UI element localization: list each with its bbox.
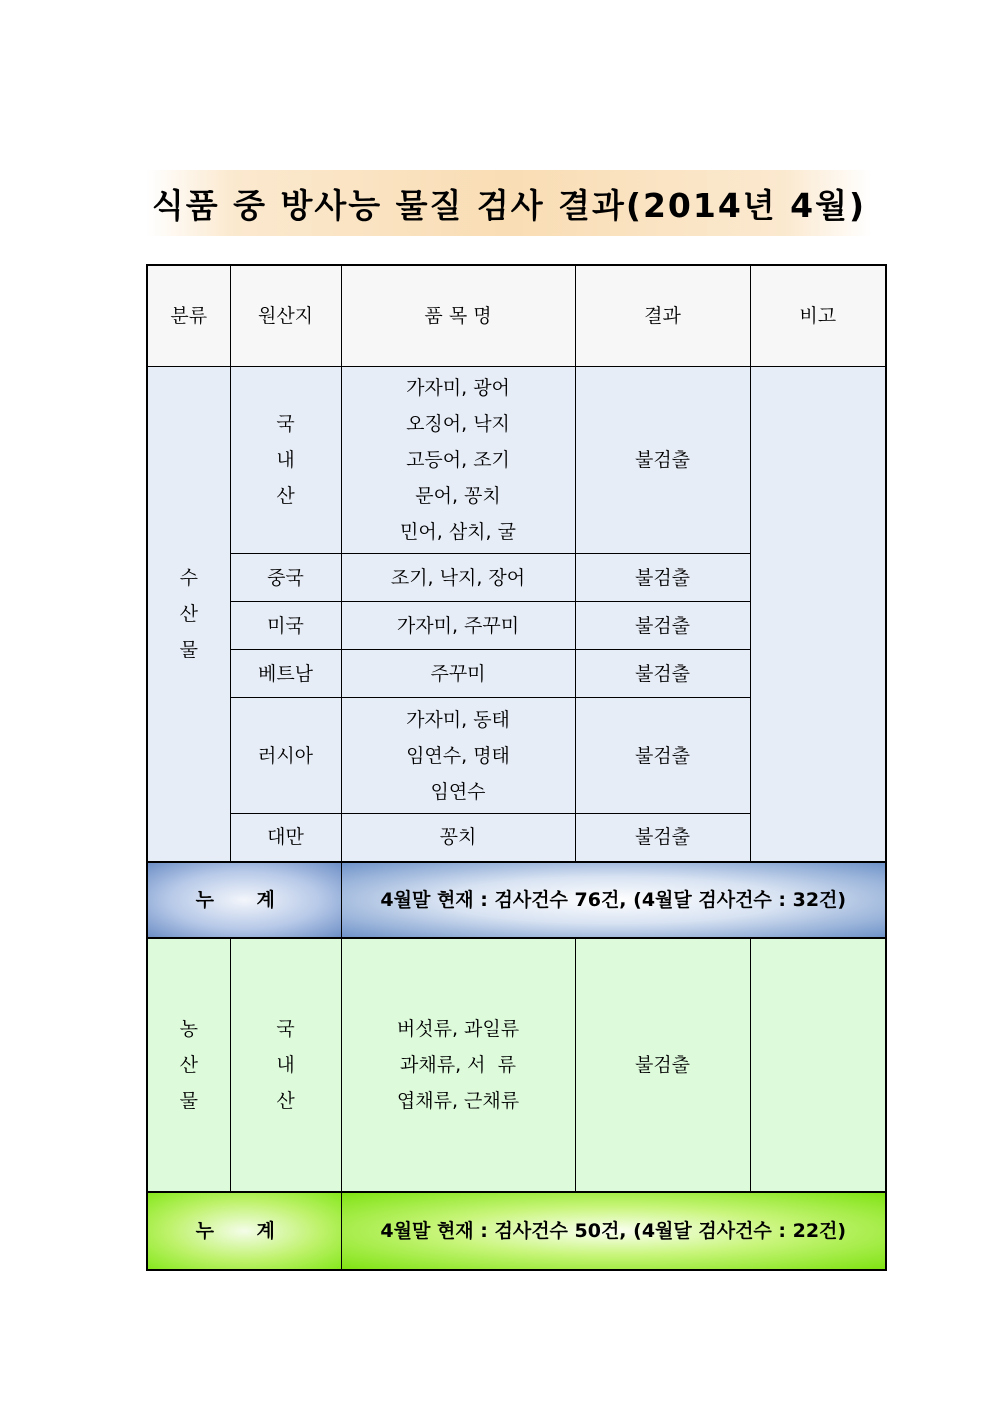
category-agri: 농 산 물 <box>147 938 230 1192</box>
item-cell: 꽁치 <box>341 814 575 862</box>
item-cell: 가자미, 광어 오징어, 낙지 고등어, 조기 문어, 꽁치 민어, 삼치, 굴 <box>341 367 575 554</box>
result-cell: 불검출 <box>575 602 750 650</box>
item-cell: 가자미, 주꾸미 <box>341 602 575 650</box>
total-label: 누 계 <box>147 862 341 938</box>
result-cell: 불검출 <box>575 698 750 814</box>
header-note: 비고 <box>750 265 886 367</box>
header-category: 분류 <box>147 265 230 367</box>
item-cell: 주꾸미 <box>341 650 575 698</box>
total-label: 누 계 <box>147 1192 341 1270</box>
total-text: 4월말 현재 : 검사건수 50건, (4월달 검사건수 : 22건) <box>341 1192 886 1270</box>
page-title: 식품 중 방사능 물질 검사 결과(2014년 4월) <box>151 185 867 225</box>
result-cell: 불검출 <box>575 814 750 862</box>
total-text: 4월말 현재 : 검사건수 76건, (4월달 검사건수 : 32건) <box>341 862 886 938</box>
item-cell: 버섯류, 과일류 과채류, 서 류 엽채류, 근채류 <box>341 938 575 1192</box>
origin-cell: 러시아 <box>230 698 341 814</box>
table-row <box>147 367 886 554</box>
header-row <box>147 265 886 367</box>
result-cell: 불검출 <box>575 554 750 602</box>
item-cell: 가자미, 동태 임연수, 명태 임연수 <box>341 698 575 814</box>
result-cell: 불검출 <box>575 650 750 698</box>
origin-cell: 국 내 산 <box>230 938 341 1192</box>
item-cell: 조기, 낙지, 장어 <box>341 554 575 602</box>
header-result: 결과 <box>575 265 750 367</box>
title-banner <box>146 170 872 236</box>
results-table <box>146 264 887 1271</box>
note-cell <box>750 938 886 1192</box>
header-item: 품 목 명 <box>341 265 575 367</box>
origin-cell: 중국 <box>230 554 341 602</box>
origin-cell: 미국 <box>230 602 341 650</box>
origin-cell: 베트남 <box>230 650 341 698</box>
category-seafood: 수 산 물 <box>147 367 230 862</box>
header-origin: 원산지 <box>230 265 341 367</box>
table-row <box>147 938 886 1192</box>
origin-cell: 대만 <box>230 814 341 862</box>
result-cell: 불검출 <box>575 367 750 554</box>
note-cell <box>750 367 886 862</box>
result-cell: 불검출 <box>575 938 750 1192</box>
seafood-total-row <box>147 862 886 938</box>
origin-cell: 국 내 산 <box>230 367 341 554</box>
agri-total-row <box>147 1192 886 1270</box>
